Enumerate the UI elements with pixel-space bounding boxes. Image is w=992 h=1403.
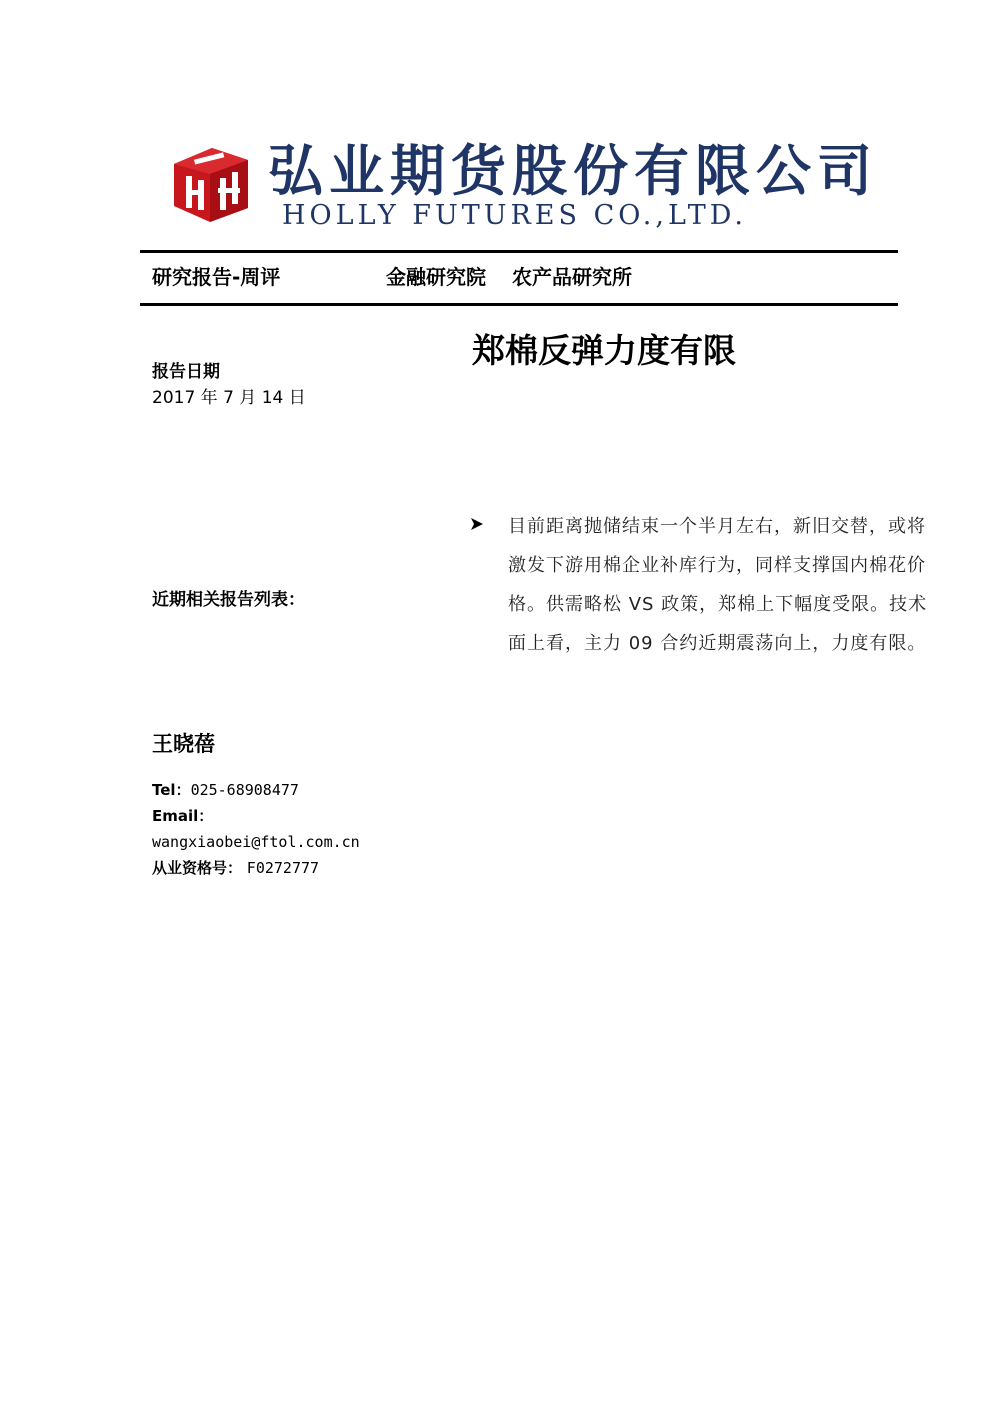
arrow-bullet-icon [470,513,484,539]
email-label: Email： [152,807,214,825]
report-title: 郑棉反弹力度有限 [472,331,736,370]
report-type: 研究报告-周评 [152,265,281,289]
header-departments [386,262,632,292]
related-reports-label: 近期相关报告列表： [152,590,305,610]
summary-text: 目前距离抛储结束一个半月左右，新旧交替，或将激发下游用棉企业补库行为，同样支撑国内棉花价格。供需略松 VS 政策，郑棉上下幅度受限。技术面上看，主力 09 合约近期震荡向上，力度有限。 [508,516,928,654]
header-bottom-rule [140,303,898,306]
analyst-name: 王晓蓓 [152,732,215,756]
report-date-value: 2017 年 7 月 14 日 [152,388,306,408]
department-name: 农产品研究所 [512,265,632,289]
analyst-email-label [152,805,213,827]
license-label: 从业资格号： [152,859,243,877]
analyst-email[interactable]: wangxiaobei@ftol.com.cn [152,833,360,851]
analyst-license [152,857,319,879]
analyst-tel [152,779,299,801]
company-name-en: HOLLY FUTURES CO.,LTD. [282,200,747,231]
tel-value: 025-68908477 [190,781,299,799]
company-name-cn: 弘业期货股份有限公司 [268,138,879,203]
tel-label: Tel： [152,781,191,799]
license-value: F0272777 [246,859,320,877]
header-top-rule [140,250,898,253]
holly-cube-logo-icon [168,142,252,226]
institute-name: 金融研究院 [386,265,486,289]
report-date-label: 报告日期 [152,362,220,382]
